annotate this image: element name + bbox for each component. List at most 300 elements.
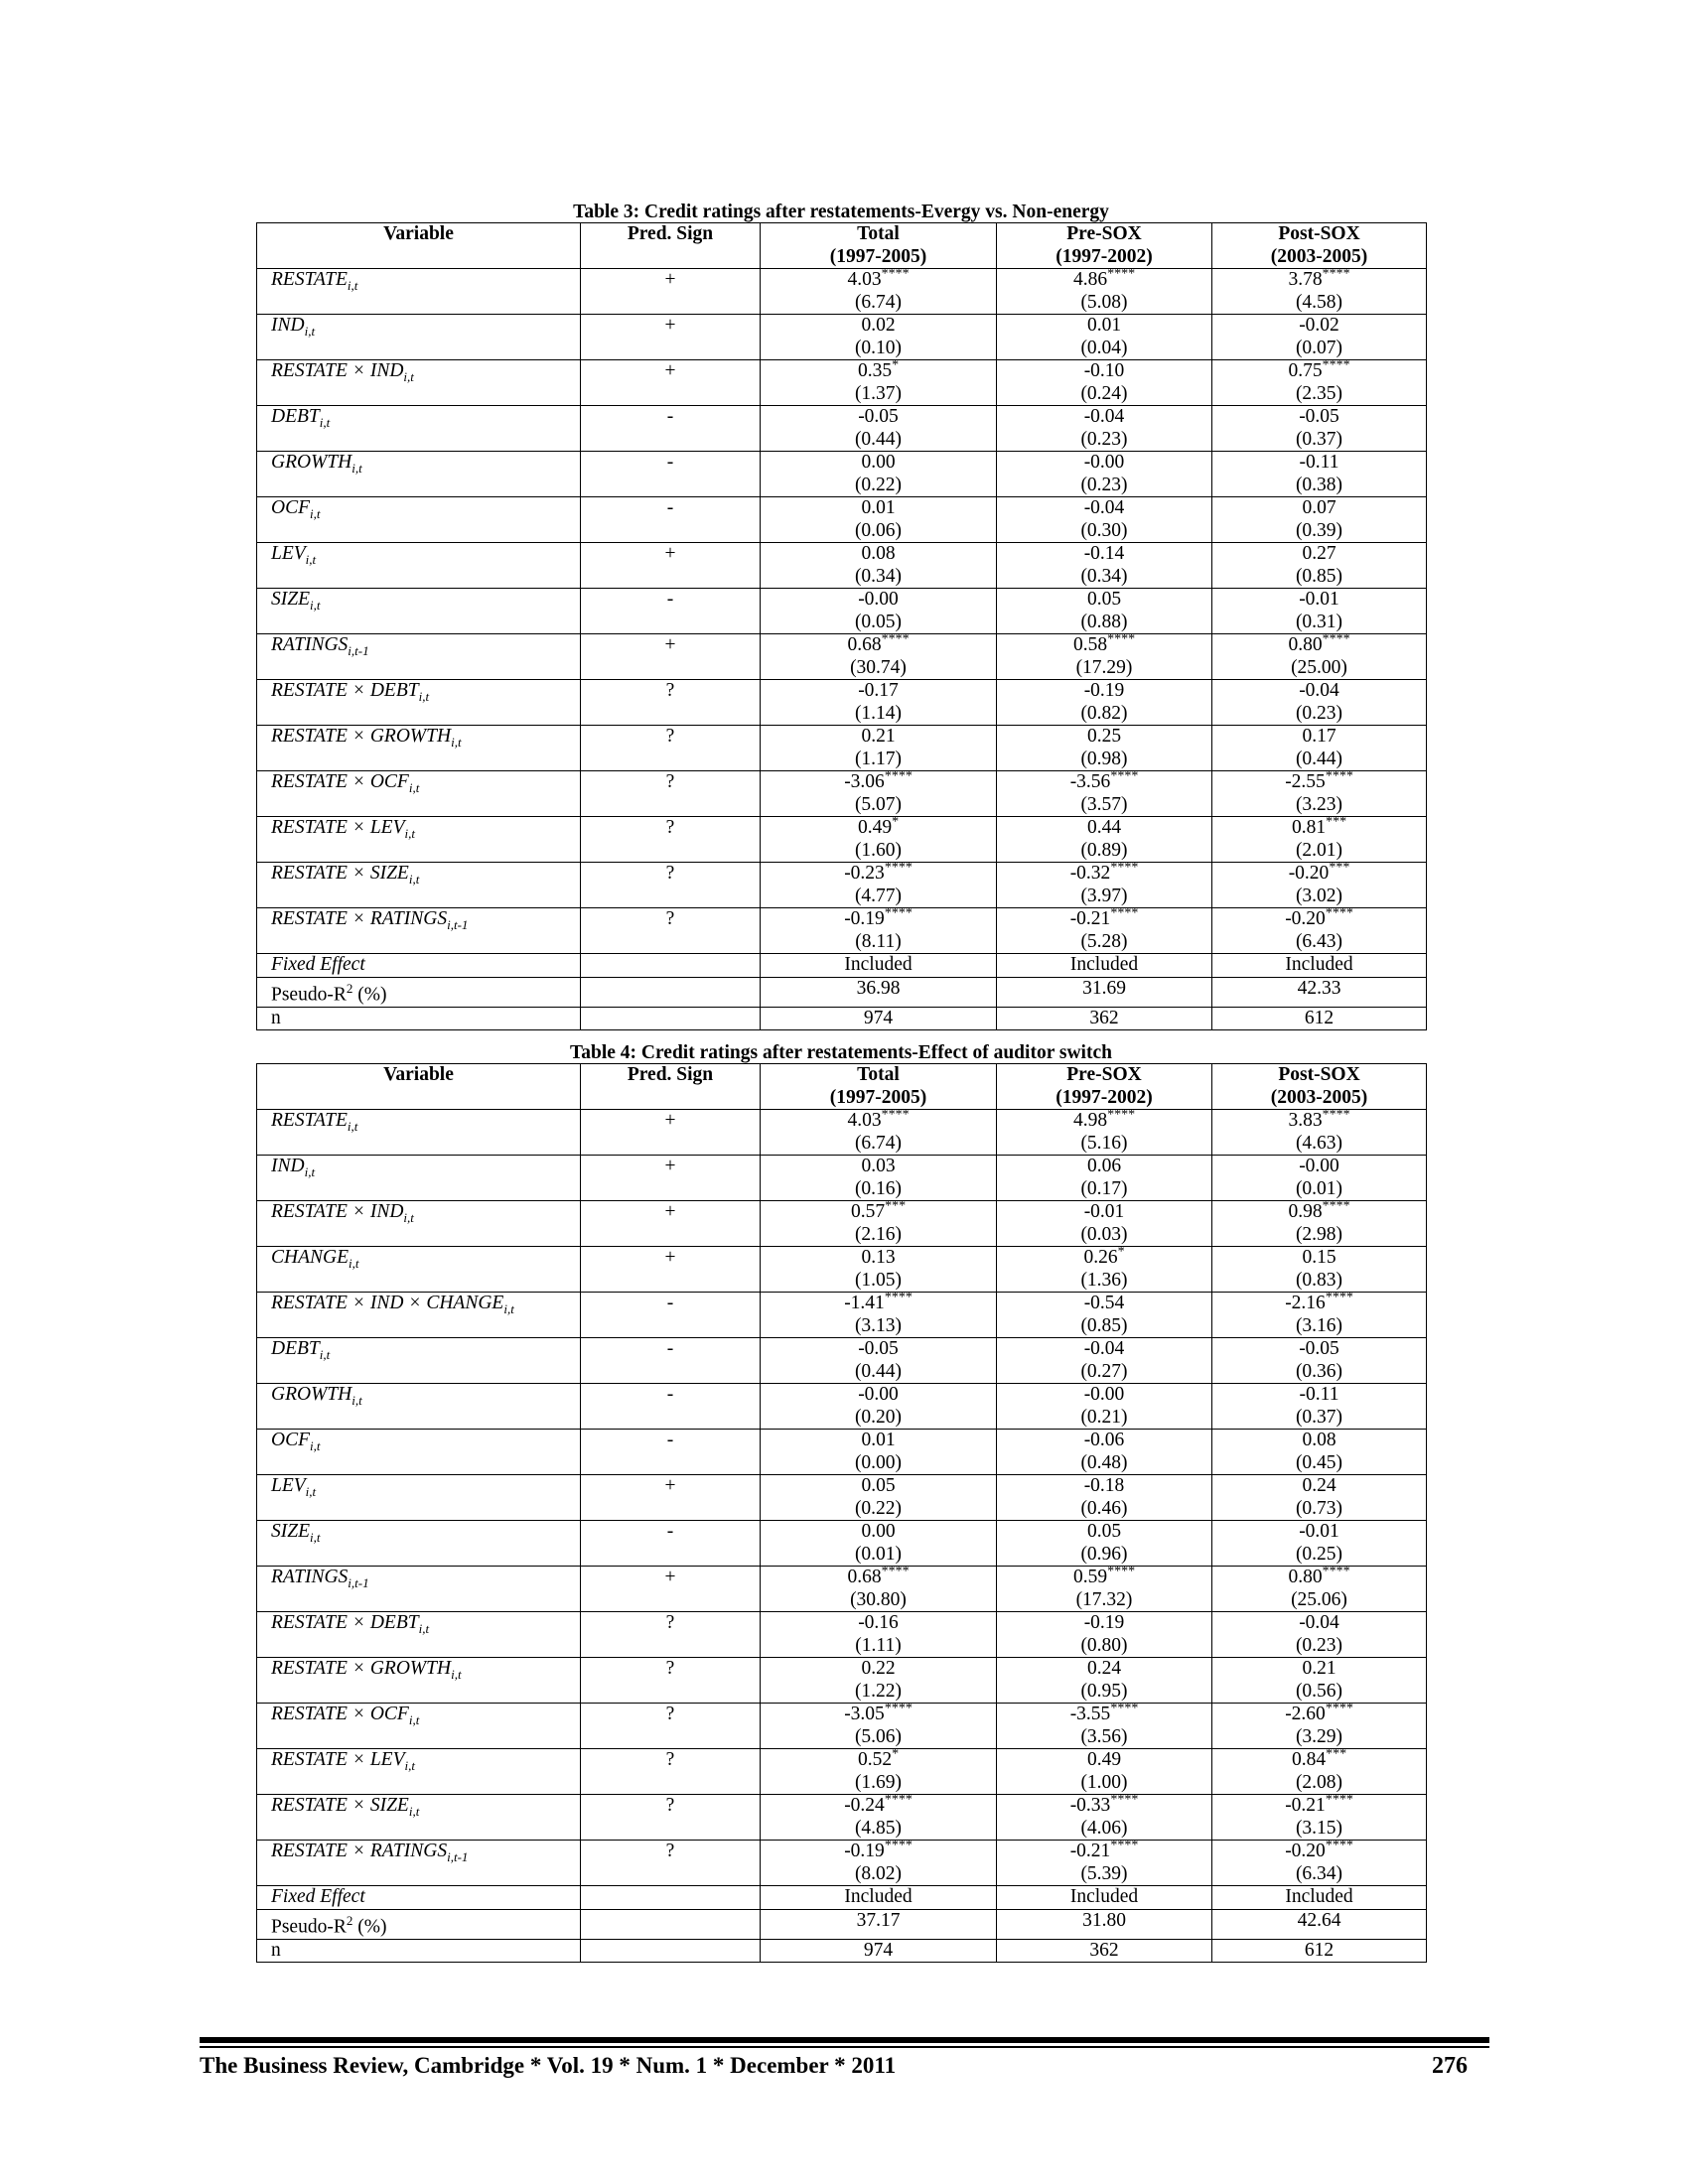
coefficient xyxy=(761,266,996,292)
predicted-sign: ? xyxy=(665,817,675,838)
sign-cell xyxy=(581,1567,761,1612)
variable-subscript: i,t xyxy=(404,825,415,841)
predicted-sign: ? xyxy=(665,863,675,884)
total-cell xyxy=(761,1521,997,1567)
predicted-sign: + xyxy=(664,1110,676,1131)
z-statistic: (2.98) xyxy=(1295,1223,1343,1245)
variable-name: RESTATE × SIZE xyxy=(271,863,409,884)
variable-subscript: i,t xyxy=(347,1118,358,1134)
header-row xyxy=(257,223,1427,269)
z-statistic: (2.35) xyxy=(1295,382,1343,404)
row-label: Pseudo-R xyxy=(271,984,347,1005)
significance-stars: *** xyxy=(1326,1746,1347,1762)
coefficient xyxy=(997,1430,1211,1452)
coef-value: -0.16 xyxy=(858,1612,899,1633)
coefficient xyxy=(997,406,1211,429)
coefficient xyxy=(761,1564,996,1589)
coef-value: 0.59 xyxy=(1072,1567,1108,1587)
table-row xyxy=(257,315,1427,360)
pre-cell xyxy=(997,860,1212,908)
coef-value: 0.22 xyxy=(861,1658,896,1679)
variable-cell xyxy=(257,1293,581,1338)
variable-cell xyxy=(257,1007,581,1030)
coef-value: 0.21 xyxy=(1302,1658,1336,1679)
z-statistic: (0.24) xyxy=(1080,382,1128,404)
coef-value: -2.16 xyxy=(1285,1293,1326,1313)
z-statistic: (0.07) xyxy=(1295,337,1343,358)
z-statistic: (3.13) xyxy=(854,1314,903,1336)
variable-name: IND xyxy=(271,315,305,336)
coefficient xyxy=(761,1384,996,1407)
z-statistic: (6.74) xyxy=(854,291,903,313)
coef-value: -0.05 xyxy=(858,1338,899,1359)
significance-stars: **** xyxy=(1107,1564,1136,1579)
coefficient xyxy=(997,1564,1211,1589)
pre-cell xyxy=(997,1792,1212,1841)
coef-value: -3.56 xyxy=(1069,771,1111,792)
table-row xyxy=(257,1567,1427,1612)
pre-cell xyxy=(997,1107,1212,1156)
z-statistic: (3.15) xyxy=(1295,1817,1343,1839)
z-statistic: (0.17) xyxy=(1080,1177,1128,1199)
coefficient xyxy=(1212,1198,1426,1224)
coef-value: -0.04 xyxy=(1083,497,1125,518)
coefficient xyxy=(997,1701,1211,1726)
z-statistic: (4.77) xyxy=(854,885,903,906)
variable-cell xyxy=(257,1612,581,1658)
coefficient xyxy=(1212,1156,1426,1178)
variable-name: OCF xyxy=(271,497,310,518)
variable-name: LEV xyxy=(271,1475,306,1496)
coef-value: 0.05 xyxy=(861,1475,896,1496)
z-statistic: (0.23) xyxy=(1080,474,1128,495)
variable-cell xyxy=(257,1795,581,1841)
z-statistic: (6.43) xyxy=(1295,930,1343,952)
post-cell: 612 xyxy=(1212,1007,1427,1030)
variable-name: RESTATE × IND xyxy=(271,1201,404,1222)
significance-stars: **** xyxy=(1325,905,1353,921)
variable-cell xyxy=(257,680,581,726)
z-statistic: (0.82) xyxy=(1080,702,1128,724)
variable-subscript: i,t-1 xyxy=(348,642,369,658)
variable-name: IND xyxy=(271,1156,305,1176)
z-statistic: (3.29) xyxy=(1295,1725,1343,1747)
z-statistic: (0.03) xyxy=(1080,1223,1128,1245)
significance-stars: **** xyxy=(884,860,913,876)
sign-cell xyxy=(581,1475,761,1521)
coefficient xyxy=(761,1156,996,1178)
z-statistic: (0.89) xyxy=(1080,839,1128,861)
sign-cell xyxy=(581,1909,761,1939)
table-row xyxy=(257,1841,1427,1886)
post-cell xyxy=(1212,589,1427,634)
total-cell xyxy=(761,1746,997,1795)
z-statistic: (0.23) xyxy=(1295,1634,1343,1656)
variable-cell xyxy=(257,452,581,497)
coefficient xyxy=(1212,406,1426,429)
sign-cell xyxy=(581,1886,761,1910)
coef-value: 0.13 xyxy=(861,1247,896,1268)
coefficient xyxy=(761,1107,996,1133)
total-cell xyxy=(761,1430,997,1475)
z-statistic: (0.22) xyxy=(854,474,903,495)
total-cell xyxy=(761,680,997,726)
header-variable: Variable xyxy=(257,1064,581,1110)
coef-value: -0.19 xyxy=(1083,1612,1125,1633)
pre-cell xyxy=(997,817,1212,863)
coefficient xyxy=(761,814,996,840)
sign-cell xyxy=(581,1841,761,1886)
coefficient xyxy=(1212,1475,1426,1498)
significance-stars: **** xyxy=(1110,1701,1139,1716)
coef-value: 0.17 xyxy=(1302,726,1336,747)
coefficient xyxy=(1212,1247,1426,1270)
sign-cell xyxy=(581,634,761,680)
regression-table xyxy=(256,1063,1427,1963)
table-title: Table 3: Credit ratings after restatements-Evergy vs. Non-energy xyxy=(573,202,1109,222)
significance-stars: **** xyxy=(1325,1290,1353,1305)
pre-cell xyxy=(997,543,1212,589)
predicted-sign: - xyxy=(666,452,674,473)
variable-subscript: i,t xyxy=(305,551,317,567)
coef-value: 0.35 xyxy=(857,360,893,381)
pre-cell xyxy=(997,1475,1212,1521)
coefficient xyxy=(1212,1384,1426,1407)
coef-value: 0.84 xyxy=(1291,1749,1327,1770)
z-statistic: (0.34) xyxy=(1080,565,1128,587)
total-cell: 974 xyxy=(761,1939,997,1963)
sign-cell xyxy=(581,726,761,771)
variable-cell xyxy=(257,726,581,771)
variable-cell xyxy=(257,1521,581,1567)
coefficient xyxy=(1212,497,1426,520)
predicted-sign: + xyxy=(664,315,676,336)
z-statistic: (0.88) xyxy=(1080,611,1128,632)
pre-cell xyxy=(997,1564,1212,1612)
sign-cell xyxy=(581,1704,761,1749)
predicted-sign: - xyxy=(666,1430,674,1450)
total-cell xyxy=(761,1564,997,1612)
variable-subscript: i,t xyxy=(305,1483,317,1499)
sign-cell xyxy=(581,954,761,978)
coef-value: -0.23 xyxy=(844,863,885,884)
header-total: Total (1997-2005) xyxy=(761,1064,997,1110)
post-cell xyxy=(1212,266,1427,315)
coefficient xyxy=(761,768,996,794)
total-cell xyxy=(761,1612,997,1658)
coefficient xyxy=(997,1792,1211,1818)
variable-subscript: i,t xyxy=(408,871,420,887)
z-statistic: (0.83) xyxy=(1295,1269,1343,1291)
z-statistic: (1.69) xyxy=(854,1771,903,1793)
coefficient xyxy=(1212,266,1426,292)
coefficient xyxy=(1212,905,1426,931)
significance-stars: **** xyxy=(881,1107,910,1123)
z-statistic: (0.05) xyxy=(854,611,903,632)
z-statistic: (4.06) xyxy=(1080,1817,1128,1839)
coefficient xyxy=(761,1198,996,1224)
table-row xyxy=(257,1612,1427,1658)
variable-subscript: i,t-1 xyxy=(447,916,469,932)
coef-value: 0.58 xyxy=(1072,634,1108,655)
coef-value: 0.05 xyxy=(1086,1521,1122,1542)
footer-journal: The Business Review, Cambridge * Vol. 19 * Num. 1 * December * 2011 xyxy=(200,2053,897,2078)
coefficient xyxy=(761,406,996,429)
pseudo-r2-row xyxy=(257,977,1427,1007)
coefficient xyxy=(761,497,996,520)
predicted-sign: - xyxy=(666,1384,674,1405)
coefficient xyxy=(1212,1658,1426,1681)
z-statistic: (5.06) xyxy=(854,1725,903,1747)
coef-value: -0.18 xyxy=(1083,1475,1125,1496)
table-row xyxy=(257,1201,1427,1247)
significance-stars: **** xyxy=(1322,1564,1350,1579)
z-statistic: (4.63) xyxy=(1295,1132,1343,1154)
coef-value: 0.15 xyxy=(1302,1247,1336,1268)
coefficient xyxy=(997,860,1211,886)
coef-value: 0.00 xyxy=(861,452,896,473)
post-cell xyxy=(1212,543,1427,589)
z-statistic: (30.80) xyxy=(850,1588,907,1610)
coef-value: 0.08 xyxy=(1302,1430,1336,1450)
pre-cell xyxy=(997,1244,1212,1293)
sign-cell xyxy=(581,863,761,908)
coef-value: 0.49 xyxy=(1086,1749,1122,1770)
post-cell xyxy=(1212,1612,1427,1658)
coefficient xyxy=(997,266,1211,292)
pre-cell: 31.80 xyxy=(997,1909,1212,1939)
z-statistic: (0.95) xyxy=(1080,1680,1128,1702)
coefficient xyxy=(761,1658,996,1681)
predicted-sign: + xyxy=(664,1475,676,1496)
variable-name: RESTATE × DEBT xyxy=(271,680,419,701)
predicted-sign: - xyxy=(666,1521,674,1542)
table-row xyxy=(257,726,1427,771)
z-statistic: (0.85) xyxy=(1080,1314,1128,1336)
z-statistic: (3.02) xyxy=(1295,885,1343,906)
significance-stars: **** xyxy=(1322,357,1350,373)
coef-value: -0.00 xyxy=(1299,1156,1339,1176)
variable-cell xyxy=(257,1704,581,1749)
variable-name: RESTATE × OCF xyxy=(271,1704,409,1724)
coef-value: 0.21 xyxy=(861,726,896,747)
coef-value: -0.05 xyxy=(858,406,899,427)
coefficient xyxy=(997,817,1211,840)
z-statistic: (0.44) xyxy=(854,428,903,450)
variable-subscript: i,t xyxy=(304,323,316,339)
significance-stars: **** xyxy=(881,1564,910,1579)
table-row xyxy=(257,1521,1427,1567)
pre-cell xyxy=(997,1701,1212,1749)
coef-value: -0.00 xyxy=(1083,452,1125,473)
pre-cell xyxy=(997,315,1212,360)
pre-cell: Included xyxy=(997,1886,1212,1910)
coef-value: 0.00 xyxy=(861,1521,896,1542)
coefficient xyxy=(1212,543,1426,566)
pre-cell xyxy=(997,589,1212,634)
coef-value: 0.02 xyxy=(861,315,896,336)
z-statistic: (1.17) xyxy=(854,748,903,769)
sign-cell xyxy=(581,1939,761,1963)
header-variable: Variable xyxy=(257,223,581,269)
coef-value: -0.01 xyxy=(1299,589,1339,610)
coef-value: -0.04 xyxy=(1299,1612,1339,1633)
coefficient xyxy=(1212,1521,1426,1544)
z-statistic: (0.27) xyxy=(1080,1360,1128,1382)
predicted-sign: + xyxy=(664,543,676,564)
post-cell xyxy=(1212,1746,1427,1795)
variable-subscript: i,t xyxy=(503,1300,514,1316)
post-cell xyxy=(1212,680,1427,726)
total-cell xyxy=(761,1107,997,1156)
sign-cell xyxy=(581,1338,761,1384)
z-statistic: (5.07) xyxy=(854,793,903,815)
variable-cell xyxy=(257,406,581,452)
post-cell xyxy=(1212,768,1427,817)
coef-value: -0.10 xyxy=(1083,360,1125,381)
z-statistic: (4.58) xyxy=(1295,291,1343,313)
coef-value: -0.06 xyxy=(1083,1430,1125,1450)
variable-cell xyxy=(257,1338,581,1384)
superscript: 2 xyxy=(346,1912,353,1928)
coefficient xyxy=(761,357,996,383)
header-post-sox: Post-SOX (2003-2005) xyxy=(1212,1064,1427,1110)
pre-cell xyxy=(997,1293,1212,1338)
total-cell xyxy=(761,452,997,497)
sign-cell xyxy=(581,497,761,543)
sign-cell xyxy=(581,1521,761,1567)
variable-subscript: i,t xyxy=(310,1529,321,1545)
header-pre-sox: Pre-SOX (1997-2002) xyxy=(997,1064,1212,1110)
z-statistic: (0.10) xyxy=(854,337,903,358)
coefficient xyxy=(761,680,996,703)
significance-stars: **** xyxy=(884,1290,913,1305)
predicted-sign: + xyxy=(664,1201,676,1222)
table-row xyxy=(257,1110,1427,1156)
significance-stars: **** xyxy=(1325,768,1353,784)
variable-name: RESTATE × DEBT xyxy=(271,1612,419,1633)
pre-cell: 362 xyxy=(997,1939,1212,1963)
post-cell xyxy=(1212,1384,1427,1430)
n-row xyxy=(257,1007,1427,1030)
variable-cell xyxy=(257,1110,581,1156)
variable-cell xyxy=(257,1247,581,1293)
pre-cell xyxy=(997,1156,1212,1201)
variable-name: RESTATE × IND × CHANGE xyxy=(271,1293,504,1313)
z-statistic: (0.48) xyxy=(1080,1451,1128,1473)
coef-value: -0.01 xyxy=(1299,1521,1339,1542)
table-row xyxy=(257,1247,1427,1293)
pre-cell xyxy=(997,1201,1212,1247)
coefficient xyxy=(761,315,996,338)
post-cell xyxy=(1212,406,1427,452)
post-cell: 612 xyxy=(1212,1939,1427,1963)
z-statistic: (0.16) xyxy=(854,1177,903,1199)
variable-name: RESTATE × OCF xyxy=(271,771,409,792)
sign-cell xyxy=(581,1658,761,1704)
significance-stars: **** xyxy=(1322,266,1350,282)
coefficient xyxy=(761,1521,996,1544)
table-row xyxy=(257,452,1427,497)
coefficient xyxy=(997,726,1211,749)
significance-stars: **** xyxy=(1107,266,1136,282)
coefficient xyxy=(1212,1107,1426,1133)
coefficient xyxy=(1212,1746,1426,1772)
z-statistic: (0.85) xyxy=(1295,565,1343,587)
total-cell xyxy=(761,726,997,771)
total-cell xyxy=(761,768,997,817)
z-statistic: (0.04) xyxy=(1080,337,1128,358)
variable-subscript: i,t xyxy=(408,1803,420,1819)
coefficient xyxy=(997,1658,1211,1681)
coefficient xyxy=(761,1247,996,1270)
significance-stars: **** xyxy=(1110,1838,1139,1853)
total-cell: 36.98 xyxy=(761,977,997,1007)
coef-value: -0.32 xyxy=(1069,863,1111,884)
z-statistic: (0.37) xyxy=(1295,1406,1343,1428)
coef-value: -0.19 xyxy=(844,1841,885,1861)
pre-cell xyxy=(997,452,1212,497)
coef-value: -3.55 xyxy=(1069,1704,1111,1724)
coef-value: 0.81 xyxy=(1291,817,1327,838)
coef-value: -0.20 xyxy=(1288,863,1330,884)
coef-value: 0.75 xyxy=(1288,360,1323,381)
sign-cell xyxy=(581,908,761,954)
table-row xyxy=(257,1293,1427,1338)
coef-value: 0.49 xyxy=(857,817,893,838)
sign-cell xyxy=(581,406,761,452)
coefficient xyxy=(761,1430,996,1452)
post-cell xyxy=(1212,1430,1427,1475)
variable-subscript: i,t xyxy=(310,597,321,613)
coef-value: 0.07 xyxy=(1302,497,1336,518)
variable-cell xyxy=(257,269,581,315)
z-statistic: (1.22) xyxy=(854,1680,903,1702)
coefficient xyxy=(1212,1430,1426,1452)
total-cell xyxy=(761,357,997,406)
sign-cell xyxy=(581,1430,761,1475)
coef-value: 0.01 xyxy=(861,1430,896,1450)
header-pre-sox: Pre-SOX (1997-2002) xyxy=(997,223,1212,269)
row-label: Fixed Effect xyxy=(271,954,365,975)
pre-cell xyxy=(997,631,1212,680)
coef-value: -0.19 xyxy=(844,908,885,929)
sign-cell xyxy=(581,977,761,1007)
z-statistic: (6.74) xyxy=(854,1132,903,1154)
coefficient xyxy=(761,905,996,931)
coef-value: 4.03 xyxy=(847,269,882,290)
fixed-effect-row xyxy=(257,954,1427,978)
z-statistic: (3.97) xyxy=(1080,885,1128,906)
fixed-effect-row xyxy=(257,1886,1427,1910)
sign-cell xyxy=(581,1110,761,1156)
total-cell xyxy=(761,1475,997,1521)
pre-cell xyxy=(997,680,1212,726)
z-statistic: (0.22) xyxy=(854,1497,903,1519)
coef-value: -0.01 xyxy=(1083,1201,1125,1222)
sign-cell xyxy=(581,589,761,634)
table-row xyxy=(257,543,1427,589)
sign-cell xyxy=(581,1156,761,1201)
sign-cell xyxy=(581,315,761,360)
coef-value: 4.98 xyxy=(1072,1110,1108,1131)
variable-name: GROWTH xyxy=(271,452,352,473)
table-row xyxy=(257,863,1427,908)
variable-cell xyxy=(257,977,581,1007)
table-row xyxy=(257,406,1427,452)
z-statistic: (3.23) xyxy=(1295,793,1343,815)
significance-stars: * xyxy=(892,1746,900,1762)
